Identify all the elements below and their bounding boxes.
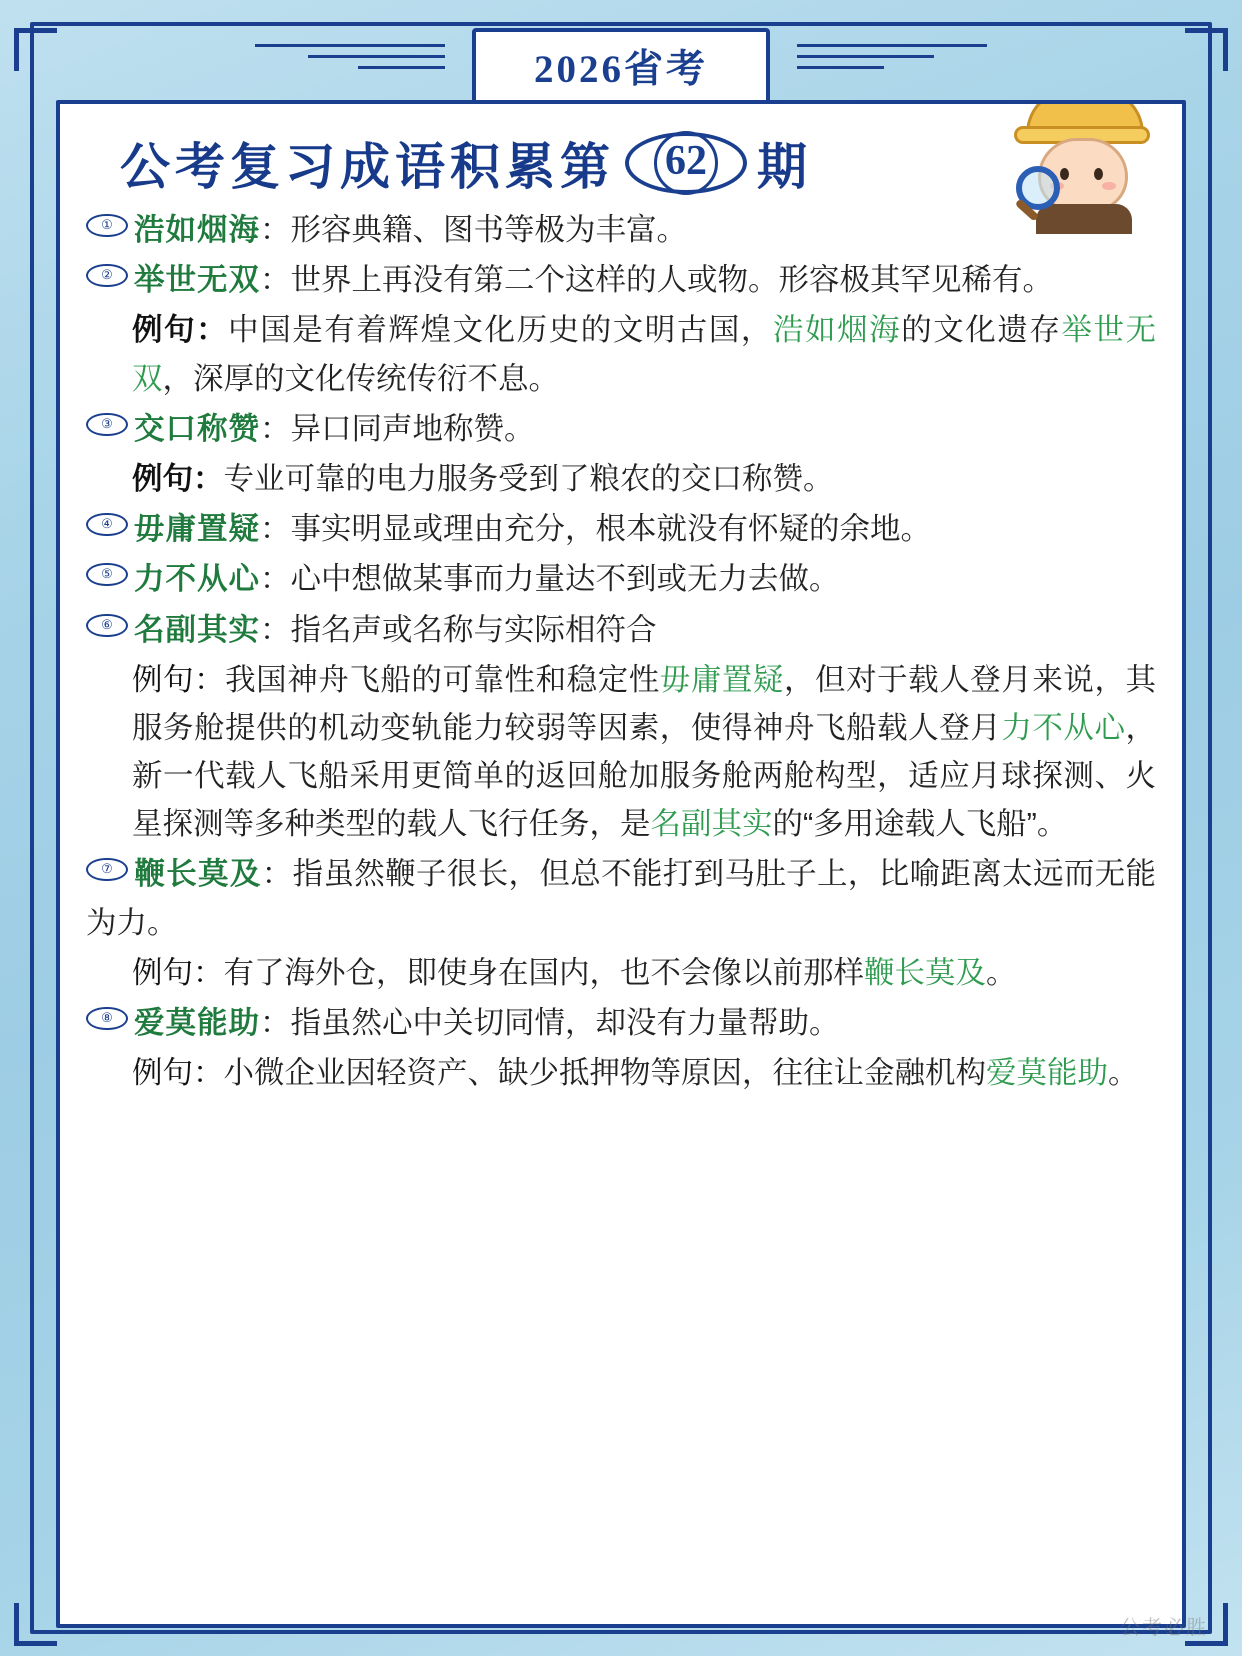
eye-number-icon: ② bbox=[86, 264, 128, 288]
example-highlight: 举世无双 bbox=[132, 313, 1157, 396]
idiom-colon: ： bbox=[260, 1006, 291, 1040]
idiom-definition: 世界上再没有第二个这样的人或物。形容极其罕见稀有。 bbox=[290, 263, 1053, 298]
idiom-definition: 心中想做某事而力量达不到或无力去做。 bbox=[290, 562, 840, 597]
example-sentence bbox=[86, 1049, 1156, 1097]
example-label: 例句： bbox=[132, 1056, 224, 1091]
idiom-term: 浩如烟海 bbox=[134, 213, 260, 247]
eye-number-icon: ⑤ bbox=[86, 563, 128, 587]
example-highlight: 鞭长莫及 bbox=[864, 955, 986, 990]
eye-number-icon: ④ bbox=[86, 513, 128, 537]
idiom-definition: 指虽然鞭子很长，但总不能打到马肚子上，比喻距离太远而无能为力。 bbox=[86, 857, 1157, 940]
idiom-term: 名副其实 bbox=[134, 612, 260, 647]
example-sentence bbox=[86, 656, 1156, 849]
example-label: 例句： bbox=[132, 313, 229, 348]
idiom-colon: ： bbox=[260, 411, 291, 446]
example-label: 例句： bbox=[132, 461, 224, 496]
list-item bbox=[86, 206, 1156, 254]
eye-number-icon: ⑦ bbox=[86, 858, 128, 882]
idiom-colon: ： bbox=[260, 213, 291, 247]
list-item bbox=[86, 405, 1156, 453]
idiom-colon: ： bbox=[260, 263, 291, 298]
example-highlight: 浩如烟海 bbox=[772, 313, 902, 348]
example-text: 。 bbox=[1108, 1056, 1139, 1091]
list-item bbox=[86, 256, 1156, 304]
idiom-term: 交口称赞 bbox=[134, 411, 260, 446]
idiom-list bbox=[60, 206, 1182, 1109]
page-title-prefix: 公考复习成语积累第 bbox=[120, 139, 615, 195]
list-item bbox=[86, 505, 1156, 553]
example-label: 例句： bbox=[132, 955, 224, 990]
eye-number-icon: ⑧ bbox=[86, 1007, 128, 1031]
example-text: 的文化遗存 bbox=[901, 313, 1062, 348]
list-item bbox=[86, 555, 1156, 603]
page-title bbox=[120, 126, 1182, 200]
example-text: ，但对于载人登月来说，其服务舱提供的机动变轨能力较弱等因素，使得神舟飞船载人登月 bbox=[132, 662, 1156, 745]
example-text: 的“多用途载人飞船”。 bbox=[772, 807, 1068, 842]
idiom-colon: ： bbox=[260, 512, 291, 547]
list-item bbox=[86, 999, 1156, 1047]
example-highlight: 名副其实 bbox=[650, 807, 773, 842]
example-text: 我国神舟飞船的可靠性和稳定性 bbox=[225, 662, 660, 697]
example-text: ，新一代载人飞船采用更简单的返回舱加服务舱两舱构型，适应月球探测、火星探测等多种类型的载人飞行任务，是 bbox=[132, 710, 1156, 842]
example-highlight: 力不从心 bbox=[1001, 710, 1126, 745]
example-highlight: 爱莫能助 bbox=[986, 1056, 1108, 1091]
example-highlight: 毋庸置疑 bbox=[659, 662, 784, 697]
idiom-term: 毋庸置疑 bbox=[134, 512, 260, 547]
example-text: 专业可靠的电力服务受到了粮农的交口称赞。 bbox=[223, 461, 834, 496]
idiom-definition: 指虽然心中关切同情，却没有力量帮助。 bbox=[290, 1006, 840, 1040]
detective-mascot-icon bbox=[1010, 100, 1160, 230]
watermark: 公考必胜 bbox=[1120, 1617, 1208, 1639]
example-label: 例句： bbox=[132, 662, 226, 697]
idiom-definition: 形容典籍、图书等极为丰富。 bbox=[290, 213, 687, 247]
content-card bbox=[56, 100, 1186, 1628]
idiom-term: 力不从心 bbox=[134, 562, 260, 597]
idiom-term: 爱莫能助 bbox=[134, 1006, 260, 1040]
corner-bracket-top-left bbox=[14, 28, 57, 71]
idiom-definition: 指名声或名称与实际相符合 bbox=[290, 612, 657, 647]
corner-bracket-bottom-left bbox=[14, 1603, 57, 1646]
idiom-definition: 事实明显或理由充分，根本就没有怀疑的余地。 bbox=[290, 512, 931, 547]
list-item bbox=[86, 850, 1156, 946]
idiom-colon: ： bbox=[260, 562, 291, 597]
eye-number-icon: ⑥ bbox=[86, 614, 128, 638]
example-text: 小微企业因轻资产、缺少抵押物等原因，往往让金融机构 bbox=[223, 1056, 986, 1091]
example-sentence bbox=[86, 455, 1156, 503]
idiom-definition: 异口同声地称赞。 bbox=[290, 411, 535, 446]
issue-badge bbox=[625, 132, 747, 194]
idiom-term: 举世无双 bbox=[134, 263, 260, 298]
example-text: 。 bbox=[986, 955, 1017, 990]
corner-bracket-top-right bbox=[1185, 28, 1228, 71]
issue-number: 62 bbox=[654, 131, 718, 195]
eye-number-icon: ③ bbox=[86, 413, 128, 437]
example-sentence bbox=[86, 306, 1156, 402]
eye-number-icon: ① bbox=[86, 214, 128, 238]
idiom-colon: ： bbox=[260, 612, 291, 647]
idiom-term: 鞭长莫及 bbox=[134, 857, 262, 892]
example-text: 有了海外仓，即使身在国内，也不会像以前那样 bbox=[223, 955, 864, 990]
ribbon-wing-left-decoration bbox=[255, 44, 445, 80]
list-item bbox=[86, 606, 1156, 654]
example-sentence bbox=[86, 949, 1156, 997]
title-ribbon bbox=[472, 28, 770, 104]
page-title-suffix: 期 bbox=[757, 139, 812, 195]
idiom-colon: ： bbox=[261, 857, 293, 892]
ribbon-title: 2026省考 bbox=[533, 48, 708, 91]
ribbon-wing-right-decoration bbox=[797, 44, 987, 80]
example-text: 中国是有着辉煌文化历史的文明古国， bbox=[228, 313, 773, 348]
example-text: ，深厚的文化传统传衍不息。 bbox=[162, 361, 559, 396]
